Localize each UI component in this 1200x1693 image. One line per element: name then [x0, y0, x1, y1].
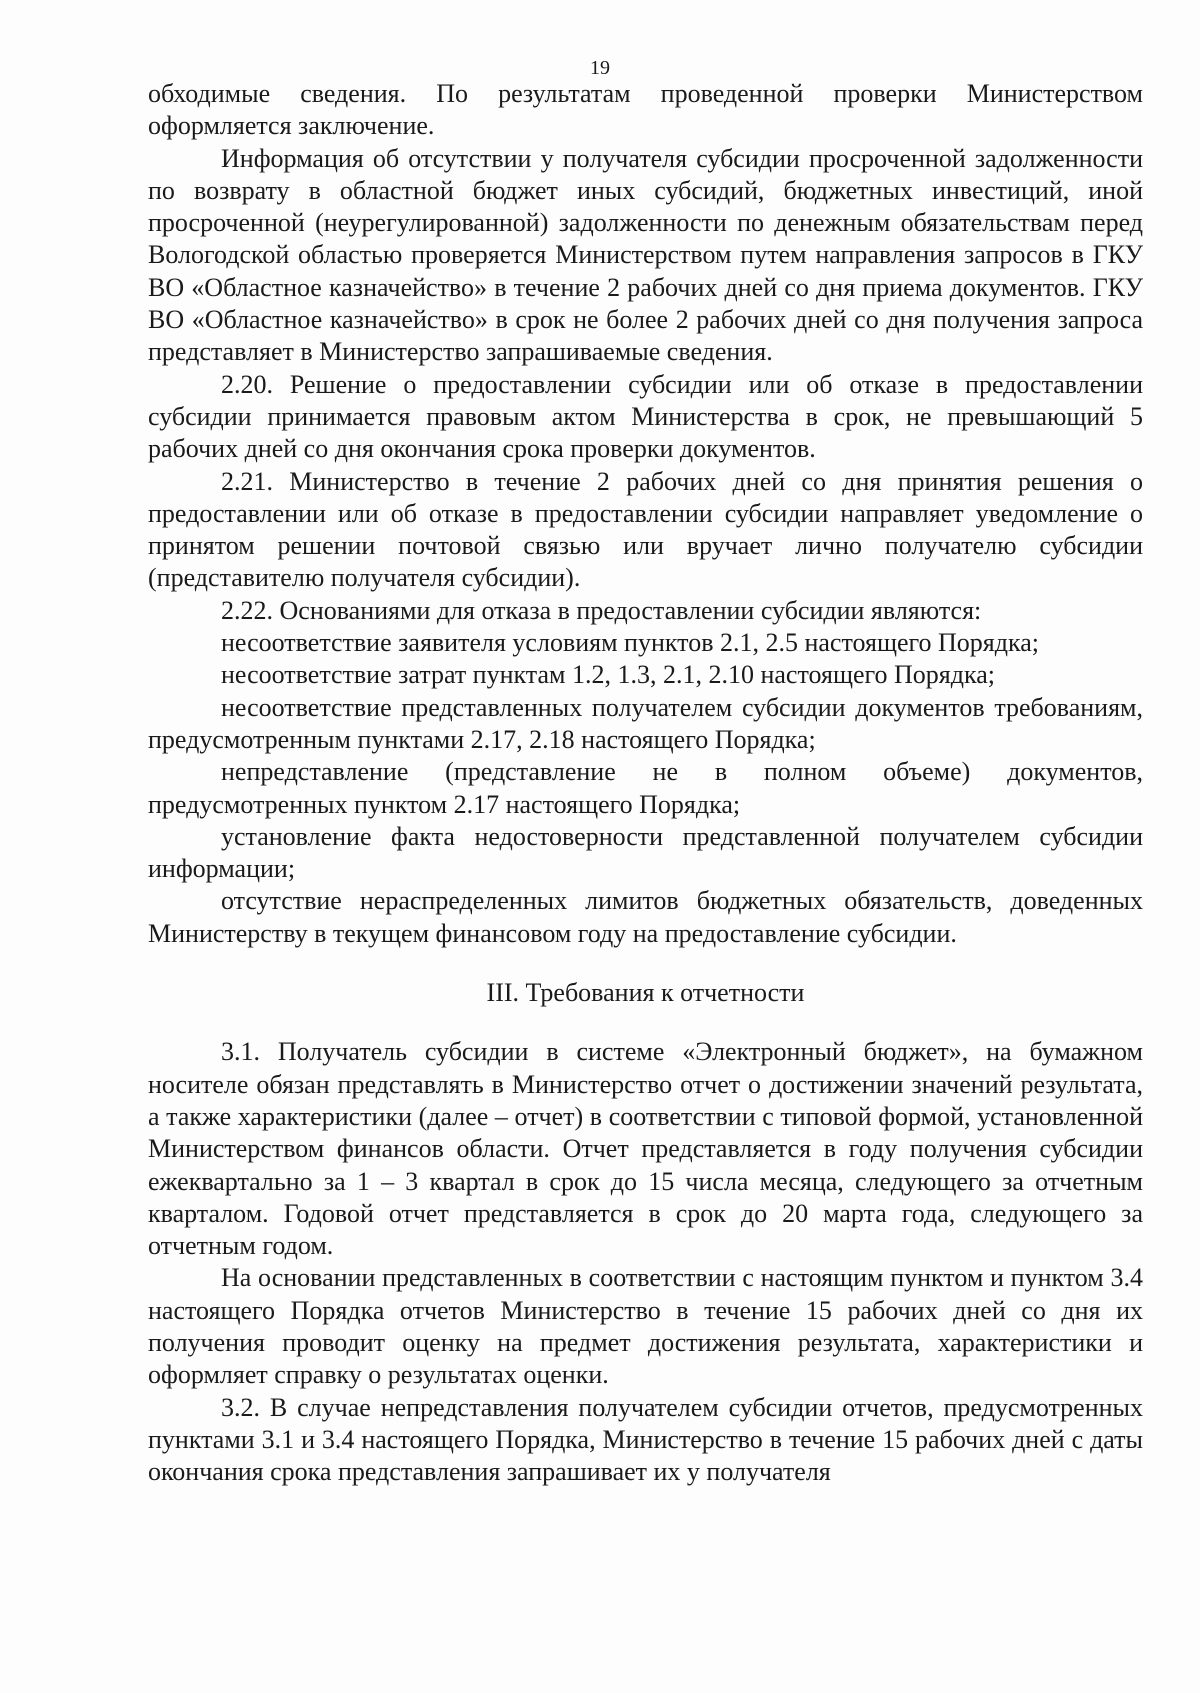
- paragraph-2-22: 2.22. Основаниями для отказа в предоставлении субсидии являются:: [221, 595, 982, 625]
- refusal-reason-item: несоответствие затрат пунктам 1.2, 1.3, 2.1, 2.10 настоящего Порядка;: [221, 660, 995, 690]
- refusal-reason-item: отсутствие нераспределенных лимитов бюджетных обязательств, доведенных Министерству в текущем финансовом году на предоставление субсидии.: [148, 886, 1143, 948]
- paragraph-2-21: 2.21. Министерство в течение 2 рабочих дней со дня принятия решения о предоставлении или об отказе в предоставлении субсидии направляет уведомление о принятом решении почтовой связью или вручает лично получателю субсидии (представителю получателя субсидии).: [148, 466, 1143, 593]
- paragraph-3-2: 3.2. В случае непредставления получателем субсидии отчетов, предусмотренных пунктами 3.1 и 3.4 настоящего Порядка, Министерство в течение 15 рабочих дней с даты окончания срока представления запрашивает их у получателя: [148, 1392, 1143, 1487]
- paragraph-assessment: На основании представленных в соответствии с настоящим пунктом и пунктом 3.4 настоящего Порядка отчетов Министерство в течение 15 рабочих дней со дня их получения проводит оценку на предмет достижения результата, характеристики и оформляет справку о результатах оценки.: [148, 1263, 1143, 1390]
- paragraph-debt-check: Информация об отсутствии у получателя субсидии просроченной задолженности по возврату в областной бюджет иных субсидий, бюджетных инвестиций, иной просроченной (неурегулированной) задолженности по денежным обязательствам перед Вологодской областью проверяется Министерством путем направления запросов в ГКУ ВО «Областное казначейство» в течение 2 рабочих дней со дня приема документов. ГКУ ВО «Областное казначейство» в срок не более 2 рабочих дней со дня получения запроса представляет в Министерство запрашиваемые сведения.: [148, 143, 1143, 367]
- paragraph-3-1: 3.1. Получатель субсидии в системе «Электронный бюджет», на бумажном носителе обязан представлять в Министерство отчет о достижении значений результата, а также характеристики (далее – отчет) в соответствии с типовой формой, установленной Министерством финансов области. Отчет представляется в году получения субсидии ежеквартально за 1 – 3 квартал в срок до 15 числа месяца, следующего за отчетным кварталом. Годовой отчет представляется в срок до 20 марта года, следующего за отчетным годом.: [148, 1037, 1143, 1261]
- refusal-reason-item: несоответствие представленных получателем субсидии документов требованиям, предусмотренным пунктами 2.17, 2.18 настоящего Порядка;: [148, 692, 1143, 754]
- page-number: 19: [590, 57, 610, 79]
- refusal-reason-item: непредставление (представление не в полном объеме) документов, предусмотренных пунктом 2.17 настоящего Порядка;: [148, 757, 1143, 819]
- section-heading: III. Требования к отчетности: [486, 978, 805, 1008]
- document-body: [148, 78, 1143, 1488]
- refusal-reason-item: установление факта недостоверности представленной получателем субсидии информации;: [148, 821, 1143, 884]
- refusal-reason-item: несоответствие заявителя условиям пунктов 2.1, 2.5 настоящего Порядка;: [221, 628, 1039, 658]
- paragraph-continuation: обходимые сведения. По результатам проведенной проверки Министерством оформляется заключение.: [148, 79, 1143, 141]
- paragraph-2-20: 2.20. Решение о предоставлении субсидии или об отказе в предоставлении субсидии принимается правовым актом Министерства в срок, не превышающий 5 рабочих дней со дня окончания срока проверки документов.: [148, 369, 1143, 464]
